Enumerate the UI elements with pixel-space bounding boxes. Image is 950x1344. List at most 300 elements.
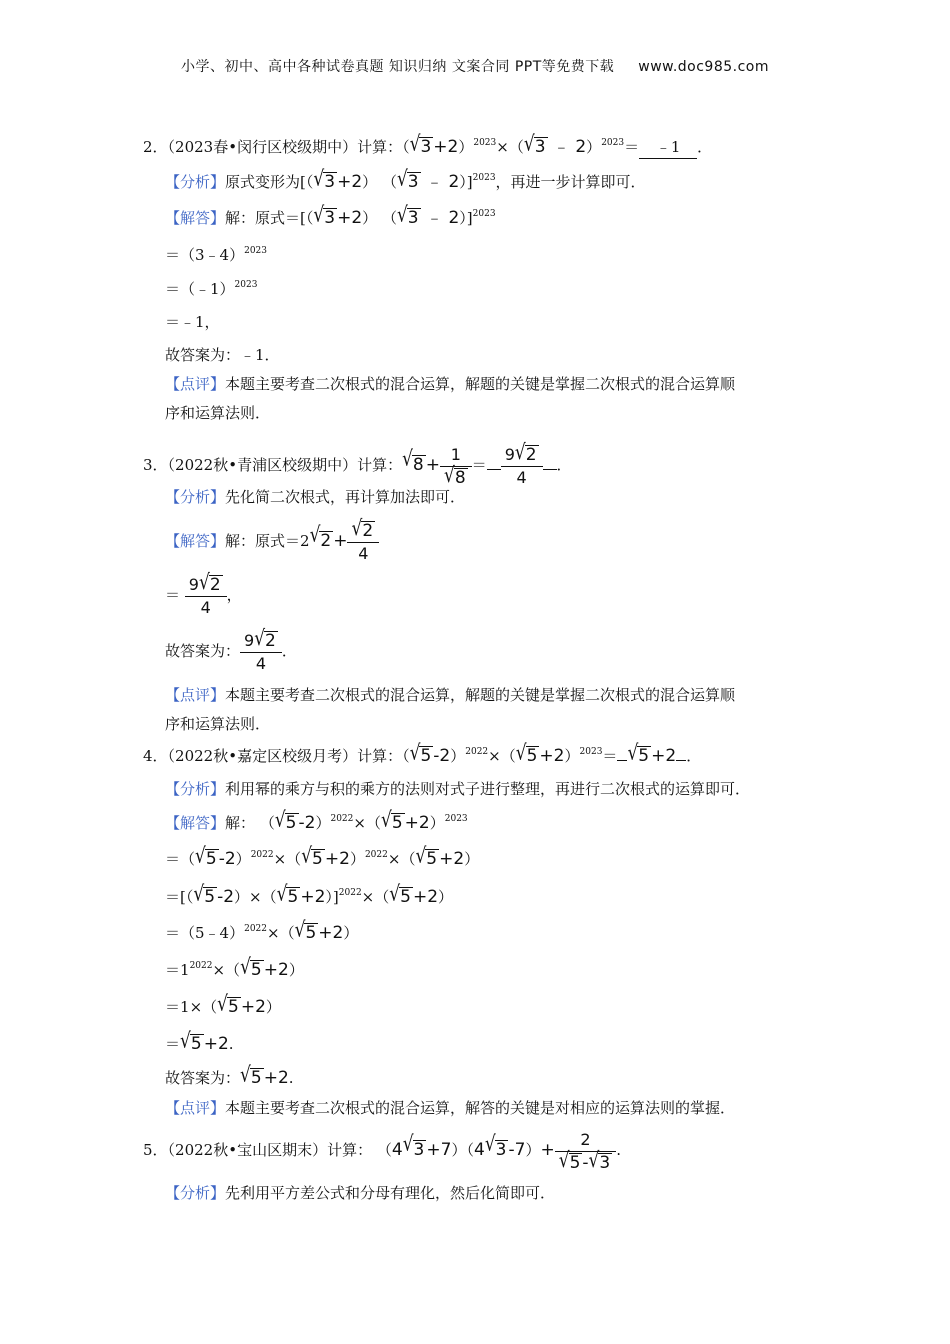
math-text: 5 xyxy=(526,746,538,766)
math-text: √ xyxy=(301,843,313,869)
math-text: 2 xyxy=(447,137,459,157)
math-text: √ xyxy=(523,131,535,157)
math-text: √ xyxy=(180,1028,191,1054)
math-text: ） xyxy=(459,209,467,227)
q4-question xyxy=(143,740,702,767)
square-root xyxy=(389,881,413,908)
math-text: ） xyxy=(362,173,378,191)
math-text: + xyxy=(540,1140,555,1160)
math-text: ＝（3﹣4） xyxy=(165,246,245,264)
fraction xyxy=(240,625,282,674)
math-text: （ xyxy=(185,888,194,906)
math-text: 3 xyxy=(324,208,336,228)
math-text: + xyxy=(433,137,448,157)
math-text: 2 xyxy=(525,444,537,465)
math-text: 2 xyxy=(304,813,316,833)
math-text: + xyxy=(203,1034,218,1054)
math-text: 3 xyxy=(534,137,546,157)
math-text: 1 xyxy=(180,961,190,979)
math-text: （ xyxy=(381,209,397,227)
math-text: 2 xyxy=(314,887,326,907)
math-text: 3 xyxy=(407,172,419,192)
math-text: 先化简二次根式，再计算加法即可． xyxy=(225,488,466,506)
math-text: × xyxy=(496,138,509,156)
math-text: + xyxy=(404,813,419,833)
math-text: 2 xyxy=(320,531,332,551)
square-root xyxy=(198,569,223,595)
q4-solution xyxy=(165,807,468,834)
square-root xyxy=(515,740,540,767)
math-text: . xyxy=(288,1069,294,1087)
math-text: ） xyxy=(586,138,602,156)
math-text: 3 xyxy=(495,1140,507,1160)
math-text: ） xyxy=(451,1141,467,1159)
math-text: ） xyxy=(362,209,378,227)
math-text: 解：原式＝[ xyxy=(225,209,306,227)
math-text: 2 xyxy=(453,849,465,869)
q2-step xyxy=(165,244,267,266)
math-text: + xyxy=(439,849,454,869)
math-text: 5 xyxy=(190,1034,202,1054)
math-text: - xyxy=(298,813,305,833)
math-text: 5 xyxy=(391,813,403,833)
math-text: √ xyxy=(351,515,363,541)
math-text: 5 xyxy=(285,813,297,833)
math-text: ） xyxy=(235,850,251,868)
exponent: 2022 xyxy=(364,850,388,860)
square-root xyxy=(351,515,375,541)
math-text: + xyxy=(425,455,440,475)
math-text: + xyxy=(651,746,666,766)
math-text: 4 xyxy=(391,1140,403,1160)
q2-question xyxy=(143,131,713,159)
section-tag: 【解答】 xyxy=(165,814,226,832)
math-text: + xyxy=(337,208,352,228)
square-root xyxy=(514,439,539,465)
square-root xyxy=(402,442,426,488)
math-text: √ xyxy=(193,881,205,907)
math-text: √ xyxy=(409,740,421,766)
q2-final: 故答案为：﹣1． xyxy=(165,346,280,364)
math-text: + xyxy=(318,923,333,943)
math-text: √ xyxy=(484,1131,496,1157)
math-text: 5 xyxy=(250,960,262,980)
math-text: ． xyxy=(556,456,572,474)
math-text: （ xyxy=(305,209,314,227)
math-text: 5 xyxy=(400,887,411,907)
math-text: （ xyxy=(286,850,302,868)
math-text: √ xyxy=(402,446,413,472)
math-text: × xyxy=(361,888,375,906)
math-text: √ xyxy=(294,917,306,943)
math-text: 本题主要考查二次根式的混合运算，解题的关键是掌握二次根式的混合运算顺 xyxy=(225,375,736,393)
math-text: - xyxy=(508,1140,515,1160)
q5-question xyxy=(143,1126,621,1174)
math-text: ． xyxy=(697,138,713,156)
math-text: 3 xyxy=(599,1152,611,1173)
math-text: 2 xyxy=(665,746,677,766)
square-root xyxy=(217,991,241,1018)
math-text: 1 xyxy=(180,998,190,1016)
math-text: 3 xyxy=(324,172,336,192)
square-root xyxy=(313,202,337,229)
q4-step xyxy=(165,991,281,1018)
math-text: 2 xyxy=(265,630,276,651)
math-text: - xyxy=(217,887,224,907)
q3-comment xyxy=(165,684,735,706)
math-text xyxy=(501,439,543,466)
math-text: ] xyxy=(466,209,473,227)
math-text xyxy=(185,569,227,596)
math-text: √ xyxy=(195,843,206,869)
q5-analysis xyxy=(165,1182,555,1204)
math-text: 故答案为： xyxy=(165,642,241,660)
math-text xyxy=(347,515,379,542)
math-text: 2 xyxy=(339,849,350,869)
math-text: √ xyxy=(389,881,401,907)
q4-step xyxy=(165,843,480,870)
square-root xyxy=(193,881,217,908)
math-text: 本题主要考查二次根式的混合运算，解题的关键是掌握二次根式的混合运算顺 xyxy=(225,686,736,704)
math-text: ＝（﹣1） xyxy=(165,280,235,298)
square-root xyxy=(396,202,421,229)
square-root xyxy=(276,881,301,908)
math-text: ． xyxy=(686,747,702,765)
math-text: × xyxy=(273,850,287,868)
math-text: 2 xyxy=(224,849,236,869)
math-text: [ xyxy=(180,888,186,906)
square-root xyxy=(240,954,264,981)
math-text: ） xyxy=(429,814,445,832)
math-text: 3 xyxy=(407,208,419,228)
math-text: （ xyxy=(376,1141,392,1159)
square-root xyxy=(415,843,439,870)
math-text: + xyxy=(263,1068,278,1088)
math-text: 利用幂的乘方与积的乘方的法则对式子进行整理，再进行二次根式的运算即可． xyxy=(225,780,751,798)
math-text xyxy=(487,469,501,470)
math-text: √ xyxy=(444,462,455,488)
math-text: 9 xyxy=(188,574,199,594)
math-text: （ xyxy=(259,814,275,832)
q4-comment xyxy=(165,1097,735,1119)
q4-analysis xyxy=(165,778,750,800)
math-text: 先利用平方差公式和分母有理化，然后化简即可． xyxy=(225,1184,556,1202)
math-text: 2 xyxy=(223,887,235,907)
math-text: . xyxy=(616,1141,621,1159)
math-text: √ xyxy=(515,740,527,766)
math-text: 2 xyxy=(575,137,587,157)
math-text: 2 xyxy=(255,997,266,1017)
math-text: ＝ xyxy=(165,998,181,1016)
sqrt-3 xyxy=(523,131,548,158)
math-text: （ xyxy=(466,1141,474,1159)
header-site: www.doc985.com xyxy=(638,59,770,75)
math-text: 2 xyxy=(277,960,289,980)
math-text: 2 xyxy=(217,1034,229,1054)
math-text: √ xyxy=(240,954,251,980)
math-text: 2 xyxy=(332,923,344,943)
square-root xyxy=(240,1062,264,1089)
math-text: ） xyxy=(288,961,304,979)
exponent: 2023 xyxy=(601,138,625,148)
square-root xyxy=(485,1126,509,1174)
math-text: √ xyxy=(627,740,639,766)
math-text: 5 xyxy=(420,746,432,766)
math-text: （ xyxy=(402,747,410,765)
math-text: ） xyxy=(564,747,580,765)
math-text: + xyxy=(333,531,348,551)
q2-answer-blank: ﹣1 xyxy=(639,136,697,159)
exponent: 2023 xyxy=(234,280,258,290)
math-text: √ xyxy=(514,439,526,465)
math-text: ） xyxy=(343,924,359,942)
sqrt-3 xyxy=(409,131,434,158)
math-text: 9 xyxy=(504,444,515,464)
square-root xyxy=(274,807,299,834)
math-text: √ xyxy=(380,807,392,833)
math-text: + xyxy=(240,997,256,1017)
square-root xyxy=(195,843,219,870)
q2-step: ＝﹣1， xyxy=(165,313,220,331)
fraction xyxy=(555,1130,616,1173)
square-root xyxy=(444,462,468,488)
math-text: 5 xyxy=(638,746,650,766)
math-text: × xyxy=(488,747,501,765)
math-text: （2022秋•嘉定区校级月考）计算： xyxy=(167,747,403,765)
math-text: 4． xyxy=(143,747,168,765)
math-text: × xyxy=(212,961,226,979)
fraction xyxy=(440,445,472,488)
exponent: 2023 xyxy=(244,246,267,256)
math-text: ． xyxy=(281,642,297,660)
fraction xyxy=(347,515,379,564)
math-text: ） xyxy=(265,998,281,1016)
math-text: （ xyxy=(402,138,410,156)
square-root xyxy=(310,518,334,564)
math-text: （2022秋•宝山区期末）计算： xyxy=(167,1141,373,1159)
math-text: 2 xyxy=(418,813,430,833)
math-text: √ xyxy=(313,202,325,228)
math-text: ＝ xyxy=(602,747,618,765)
q3-question xyxy=(143,439,572,488)
math-text: 7 xyxy=(440,1140,452,1160)
math-text: 5 xyxy=(204,887,216,907)
math-text xyxy=(617,760,627,761)
math-text: 2 xyxy=(209,574,221,595)
math-text: 5 xyxy=(250,1068,262,1088)
math-text: ， xyxy=(226,586,242,604)
math-text: ＝ xyxy=(165,586,181,604)
math-text: 2 xyxy=(553,746,565,766)
math-text: + xyxy=(300,887,315,907)
math-text: （ xyxy=(305,173,314,191)
math-text: - xyxy=(433,746,440,766)
exponent: 2022 xyxy=(338,888,362,898)
math-text: （ xyxy=(500,747,516,765)
square-root xyxy=(396,166,421,193)
math-text: ，再进一步计算即可． xyxy=(495,173,646,191)
math-text: 1 xyxy=(450,444,461,464)
math-text: × xyxy=(387,850,401,868)
math-text: （ xyxy=(365,814,381,832)
math-text: 3 xyxy=(420,137,432,157)
q3-step xyxy=(165,569,242,618)
math-text: （ xyxy=(508,138,524,156)
math-text: - xyxy=(218,849,225,869)
math-text: . xyxy=(228,1035,234,1053)
square-root xyxy=(380,807,405,834)
math-text: ＝ xyxy=(165,1035,181,1053)
math-text: （ xyxy=(225,961,241,979)
math-text: 5 xyxy=(228,997,239,1017)
math-text: × xyxy=(353,814,366,832)
math-text: 5 xyxy=(569,1152,581,1173)
exponent: 2023 xyxy=(472,173,496,183)
q3-final xyxy=(165,625,297,674)
math-text: ） xyxy=(315,814,331,832)
q3-solution xyxy=(165,515,379,564)
math-text: 5． xyxy=(143,1141,168,1159)
math-text: 2 xyxy=(362,520,374,541)
exponent: 2023 xyxy=(579,747,603,757)
math-text: √ xyxy=(254,625,266,651)
math-text: 解：原式＝2 xyxy=(225,532,310,550)
math-text: √ xyxy=(396,202,408,228)
q3-answer-fraction xyxy=(501,439,543,488)
square-root xyxy=(558,1147,583,1173)
math-text: ） xyxy=(525,1141,541,1159)
math-text: 3 xyxy=(413,1140,425,1160)
math-text: 4 xyxy=(185,596,227,618)
section-tag: 【点评】 xyxy=(165,686,226,704)
q2-analysis xyxy=(165,166,646,193)
q2-comment xyxy=(165,373,735,395)
math-text: ﹣ xyxy=(420,208,449,228)
math-text: 8 xyxy=(454,467,466,488)
math-text: 8 xyxy=(412,455,424,475)
q2-comment-cont: 序和运算法则． xyxy=(165,404,271,422)
q2-step xyxy=(165,278,257,300)
math-text: 5 xyxy=(312,849,323,869)
fraction xyxy=(185,569,227,618)
q4-final xyxy=(165,1062,294,1089)
math-text: ＝ xyxy=(165,888,181,906)
math-text: （ xyxy=(202,998,218,1016)
square-root xyxy=(254,625,278,651)
math-text: 4 xyxy=(501,466,543,488)
math-text: 2 xyxy=(351,172,363,192)
math-text: + xyxy=(263,960,278,980)
page-header xyxy=(0,56,950,76)
math-text: + xyxy=(539,746,554,766)
math-text: √ xyxy=(409,131,421,157)
math-text: ＝ xyxy=(624,138,640,156)
math-text: （2023春•闵行区校级期中）计算： xyxy=(167,138,403,156)
section-tag: 【分析】 xyxy=(165,1184,226,1202)
math-text: ＝ xyxy=(165,961,181,979)
math-text: 2 xyxy=(580,1129,591,1149)
math-text: √ xyxy=(198,569,210,595)
math-text: 9 xyxy=(244,630,255,650)
header-text: 小学、初中、高中各种试卷真题 知识归纳 文案合同 PPT等免费下载 xyxy=(180,59,615,75)
section-tag: 【分析】 xyxy=(165,780,226,798)
math-text: 3． xyxy=(143,456,168,474)
math-text: （ xyxy=(180,850,196,868)
math-text: √ xyxy=(588,1147,600,1173)
math-text: 4 xyxy=(240,652,282,674)
math-text: 2． xyxy=(143,138,168,156)
math-text xyxy=(440,462,472,488)
math-text xyxy=(240,625,282,652)
square-root xyxy=(301,843,325,870)
math-text: √ xyxy=(313,166,325,192)
math-text: + xyxy=(412,887,428,907)
section-tag: 【解答】 xyxy=(165,209,226,227)
math-text: ） xyxy=(458,138,474,156)
math-text: ＝ xyxy=(471,456,487,474)
math-text: ﹣ xyxy=(420,172,449,192)
math-text: ） xyxy=(234,888,250,906)
exponent: 2023 xyxy=(473,138,497,148)
exponent: 2022 xyxy=(244,924,267,934)
math-text: √ xyxy=(217,991,228,1017)
math-text: ] xyxy=(466,173,473,191)
q3-analysis xyxy=(165,486,465,508)
math-text xyxy=(543,469,557,470)
math-text: 原式变形为[ xyxy=(225,173,306,191)
math-text: √ xyxy=(274,807,286,833)
q3-comment-cont: 序和运算法则． xyxy=(165,715,271,733)
math-text: ＝ xyxy=(165,850,181,868)
exponent: 2023 xyxy=(472,209,496,219)
square-root xyxy=(627,740,651,767)
math-text: - xyxy=(582,1152,589,1173)
exponent: 2023 xyxy=(444,814,468,824)
math-text: ] xyxy=(332,888,339,906)
square-root xyxy=(409,740,434,767)
math-text: √ xyxy=(396,166,408,192)
exponent: 2022 xyxy=(330,814,354,824)
math-text: 本题主要考查二次根式的混合运算，解答的关键是对相应的运算法则的掌握． xyxy=(225,1099,736,1117)
math-text: ） xyxy=(450,747,466,765)
math-text: 7 xyxy=(514,1140,526,1160)
q4-step xyxy=(165,917,359,944)
math-text: 5 xyxy=(305,923,317,943)
math-text: × xyxy=(189,998,203,1016)
math-text: √ xyxy=(415,843,427,869)
q2-solution xyxy=(165,202,496,229)
q4-step xyxy=(165,881,454,908)
math-text: （ xyxy=(381,173,397,191)
math-text: √ xyxy=(276,881,288,907)
math-text xyxy=(676,760,686,761)
square-root xyxy=(588,1147,613,1173)
math-text: ﹣ xyxy=(547,137,576,157)
math-text: （ xyxy=(279,924,295,942)
math-text: 2 xyxy=(351,208,363,228)
math-text: 2 xyxy=(439,746,451,766)
math-text: 解： xyxy=(225,814,256,832)
math-text: × xyxy=(267,924,280,942)
math-text: ） xyxy=(459,173,467,191)
math-text: （2022秋•青浦区校级期中）计算： xyxy=(167,456,403,474)
exponent: 2022 xyxy=(189,961,213,971)
math-text: √ xyxy=(240,1062,251,1088)
math-text: ） xyxy=(349,850,365,868)
math-text: 故答案为： xyxy=(165,1069,241,1087)
section-tag: 【分析】 xyxy=(165,488,226,506)
math-text: + xyxy=(324,849,340,869)
